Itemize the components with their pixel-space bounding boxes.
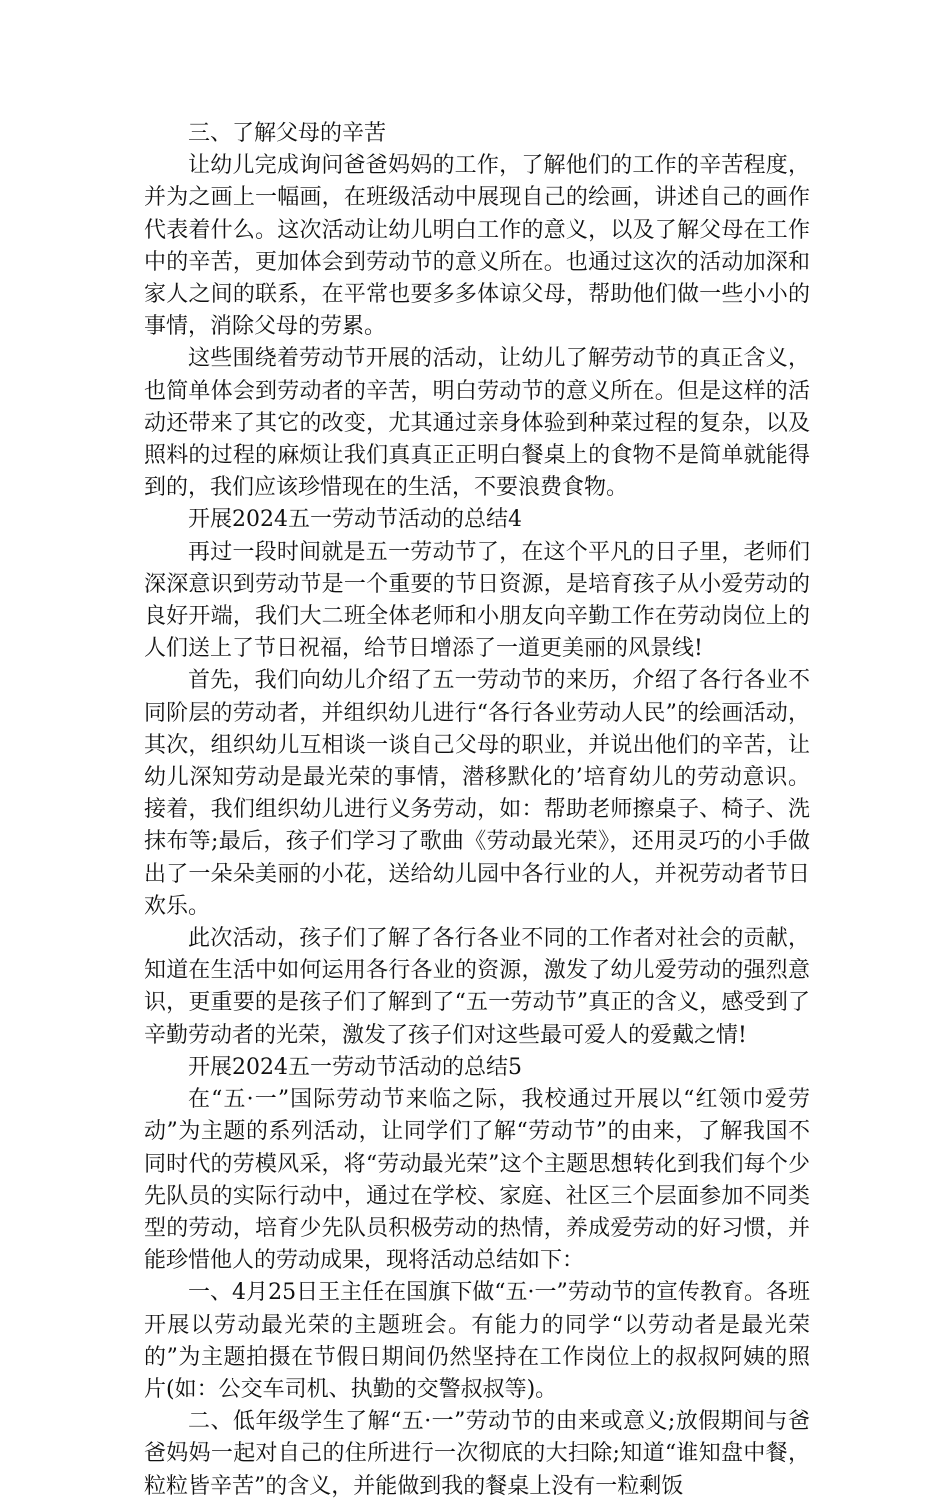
paragraph-summary4-intro: 再过一段时间就是五一劳动节了，在这个平凡的日子里，老师们深深意识到劳动节是一个重要的节日资源，是培育孩子从小爱劳动的良好开端，我们大二班全体老师和小朋友向辛勤工作在劳动岗位上的人们送上了节日祝福，给节日增添了一道更美丽的风景线!: [144, 539, 810, 662]
paragraph-summary4-activities: 首先，我们向幼儿介绍了五一劳动节的来历，介绍了各行各业不同阶层的劳动者，并组织幼儿进行“各行各业劳动人民”的绘画活动，其次，组织幼儿互相谈一谈自己父母的职业，并说出他们的辛苦，让幼儿深知劳动是最光荣的事情，潜移默化的’培育幼儿的劳动意识。接着，我们组织幼儿进行义务劳动，如：帮助老师擦桌子、椅子、洗抹布等;最后，孩子们学习了歌曲《劳动最光荣》，还用灵巧的小手做出了一朵朵美丽的小花，送给幼儿园中各行业的人，并祝劳动者节日欢乐。: [144, 668, 810, 919]
paragraph-summary5-item-1: 一、4月25日王主任在国旗下做“五·一”劳动节的宣传教育。各班开展以劳动最光荣的主题班会。有能力的同学“以劳动者是最光荣的”为主题拍摄在节假日期间仍然坚持在工作岗位上的叔叔阿姨的照片(如：公交车司机、执勤的交警叔叔等)。: [144, 1280, 810, 1402]
section-heading-understand-parents: 三、了解父母的辛苦: [188, 121, 387, 146]
document-body: [144, 118, 810, 1503]
paragraph-summary4-result: 此次活动，孩子们了解了各行各业不同的工作者对社会的贡献，知道在生活中如何运用各行各业的资源，激发了幼儿爱劳动的强烈意识，更重要的是孩子们了解到了“五一劳动节”真正的含义，感受到了辛勤劳动者的光荣，激发了孩子们对这些最可爱人的爱戴之情!: [144, 926, 810, 1048]
paragraph-activity-meaning: 这些围绕着劳动节开展的活动，让幼儿了解劳动节的真正含义，也简单体会到劳动者的辛苦，明白劳动节的意义所在。但是这样的活动还带来了其它的改变，尤其通过亲身体验到种菜过程的复杂，以及照料的过程的麻烦让我们真真正正明白餐桌上的食物不是简单就能得到的，我们应该珍惜现在的生活，不要浪费食物。: [144, 346, 810, 501]
paragraph-parents-work: 让幼儿完成询问爸爸妈妈的工作，了解他们的工作的辛苦程度，并为之画上一幅画，在班级活动中展现自己的绘画，讲述自己的画作代表着什么。这次活动让幼儿明白工作的意义，以及了解父母在工作中的辛苦，更加体会到劳动节的意义所在。也通过这次的活动加深和家人之间的联系，在平常也要多多体谅父母，帮助他们做一些小小的事情，消除父母的劳累。: [144, 153, 810, 340]
summary-title-5: 开展2024五一劳动节活动的总结5: [188, 1054, 522, 1080]
summary-title-4: 开展2024五一劳动节活动的总结4: [188, 507, 522, 533]
paragraph-summary5-item-2: 二、低年级学生了解“五·一”劳动节的由来或意义;放假期间与爸爸妈妈一起对自己的住所进行一次彻底的大扫除;知道“谁知盘中餐，粒粒皆辛苦”的含义，并能做到我的餐桌上没有一粒剩饭: [144, 1409, 810, 1499]
paragraph-summary5-intro: 在“五·一”国际劳动节来临之际，我校通过开展以“红领巾爱劳动”为主题的系列活动，让同学们了解“劳动节”的由来，了解我国不同时代的劳模风采，将“劳动最光荣”这个主题思想转化到我们每个少先队员的实际行动中，通过在学校、家庭、社区三个层面参加不同类型的劳动，培育少先队员积极劳动的热情，养成爱劳动的好习惯，并能珍惜他人的劳动成果，现将活动总结如下：: [144, 1087, 810, 1274]
